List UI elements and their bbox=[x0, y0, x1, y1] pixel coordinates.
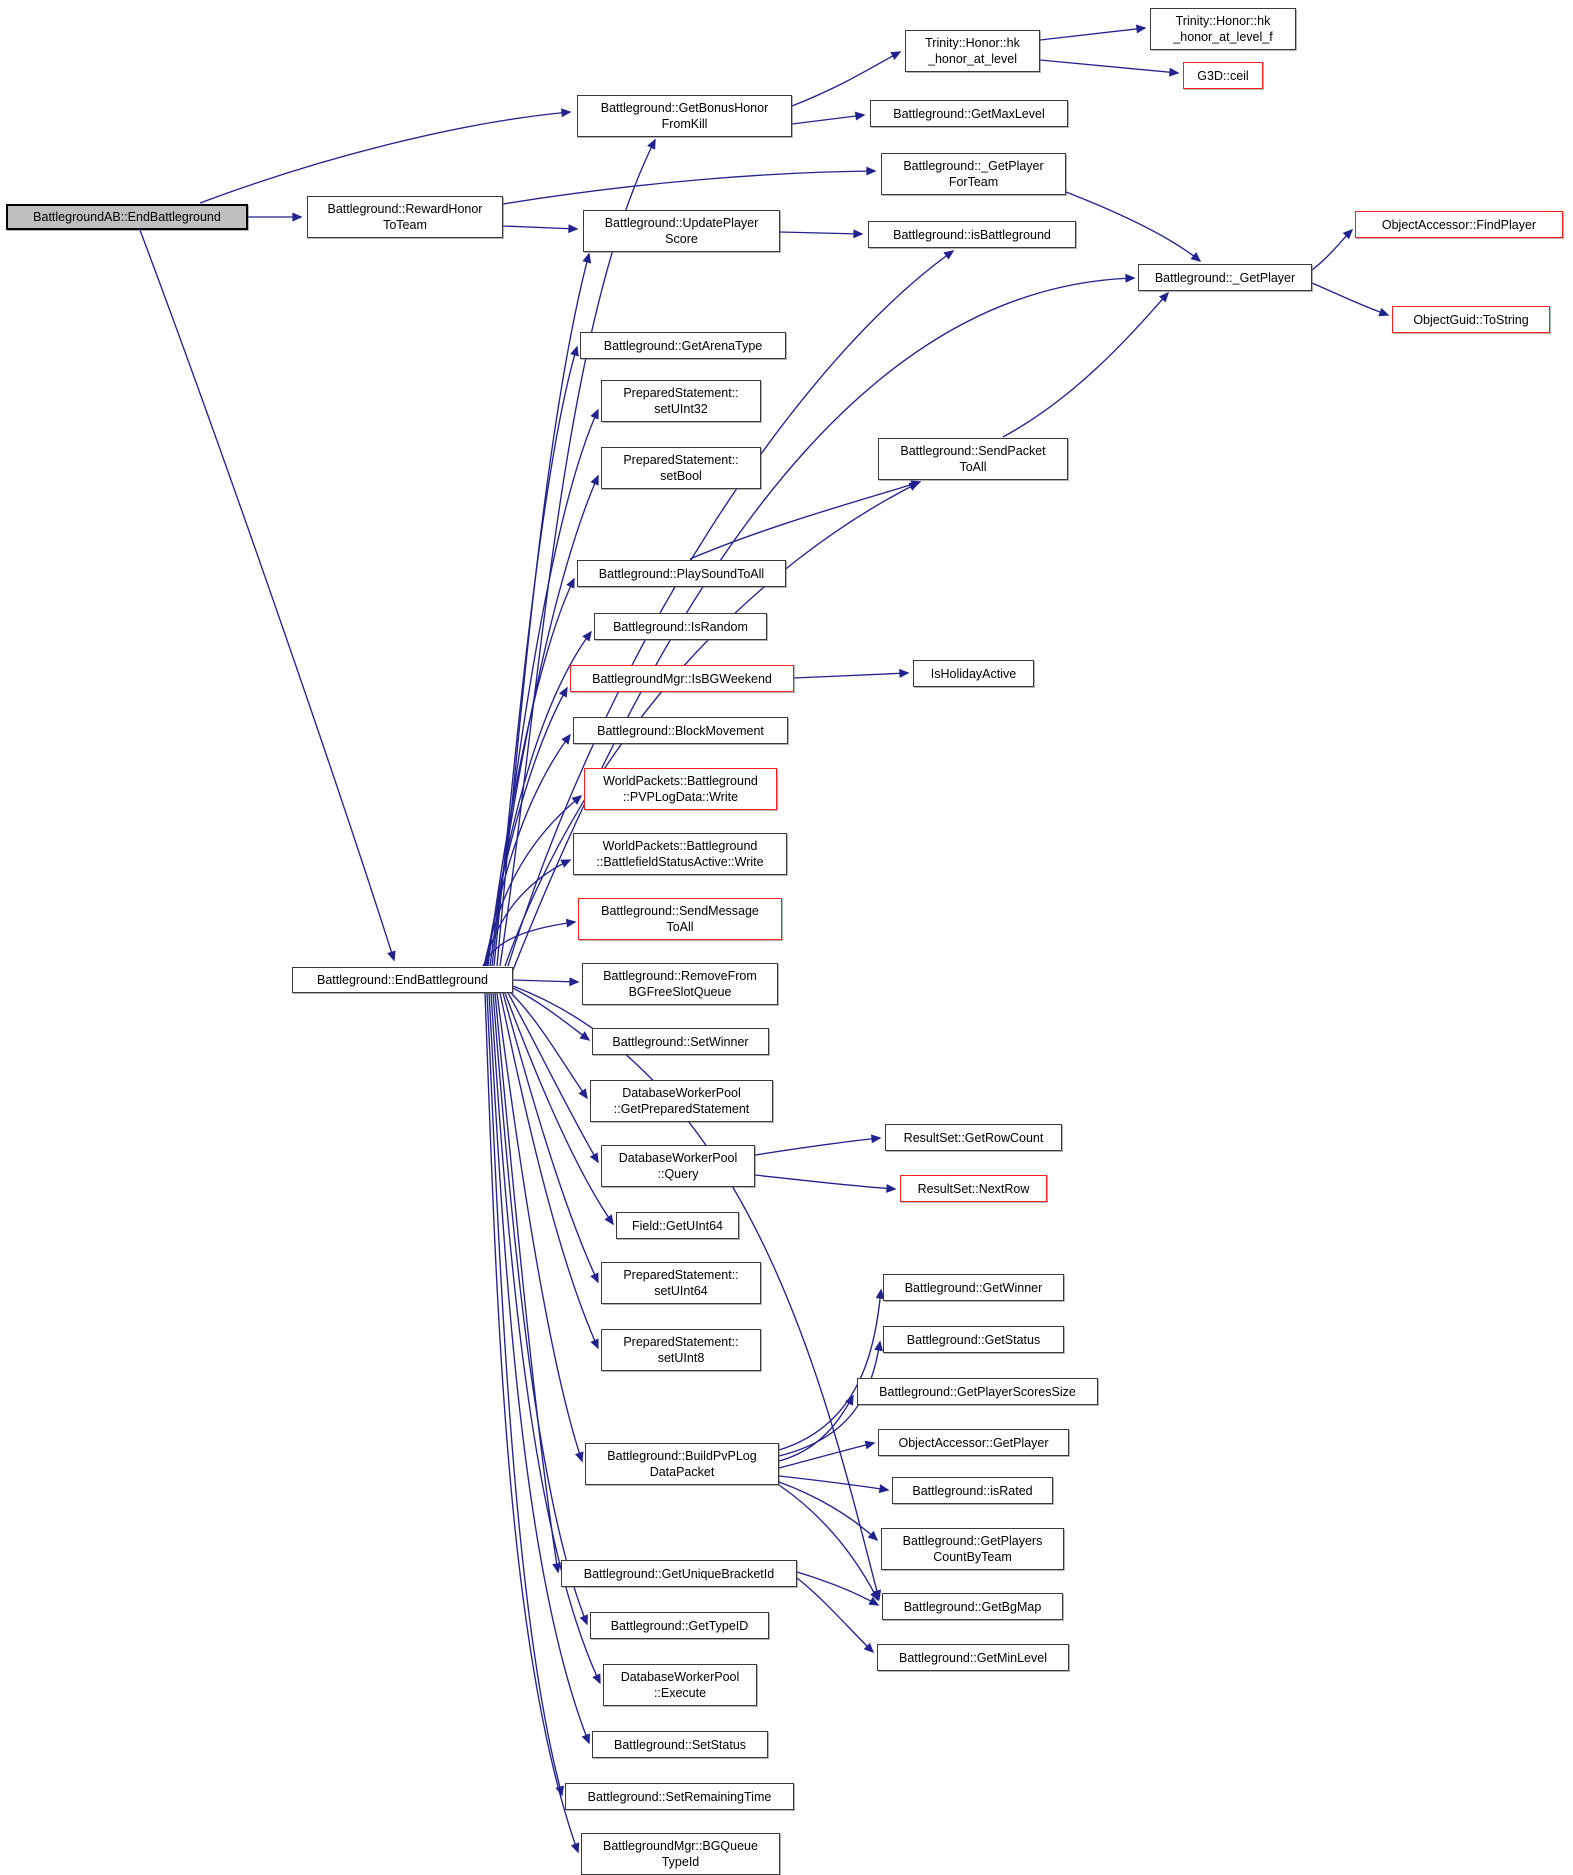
node-set_uint8[interactable] bbox=[601, 1329, 761, 1371]
node-get_player[interactable] bbox=[1138, 264, 1312, 291]
node-next_row[interactable] bbox=[900, 1175, 1047, 1202]
edge-end_bg-to-set_uint8 bbox=[500, 993, 598, 1348]
node-get_player-label-line-0: Battleground::_GetPlayer bbox=[1154, 270, 1296, 285]
edge-end_bg-to-query bbox=[508, 993, 598, 1162]
node-to_string-label-line-0: ObjectGuid::ToString bbox=[1413, 312, 1529, 327]
node-get_maxlevel[interactable] bbox=[870, 100, 1068, 127]
edge-update_score-to-is_battleground bbox=[780, 232, 862, 234]
node-remove_queue-label-line-0: Battleground::RemoveFrom bbox=[603, 969, 757, 983]
node-get_winner-label-line-0: Battleground::GetWinner bbox=[904, 1280, 1043, 1295]
node-get_uint64[interactable] bbox=[616, 1212, 739, 1239]
node-set_uint8-label-line-1: setUInt8 bbox=[657, 1351, 705, 1365]
node-set_uint32-label-line-0: PreparedStatement:: bbox=[623, 386, 739, 400]
node-is_random-label-line-0: Battleground::IsRandom bbox=[613, 619, 748, 634]
node-get_prepared-label-line-1: ::GetPreparedStatement bbox=[613, 1102, 750, 1116]
node-execute-label-line-1: ::Execute bbox=[653, 1686, 707, 1700]
node-get_maxlevel-label-line-0: Battleground::GetMaxLevel bbox=[893, 106, 1045, 121]
node-hk_honor-label-line-0: Trinity::Honor::hk bbox=[925, 36, 1020, 50]
node-set_uint8-label-line-0: PreparedStatement:: bbox=[623, 1335, 739, 1349]
edge-play_sound-to-send_packet bbox=[690, 482, 920, 559]
node-send_packet-label-line-1: ToAll bbox=[959, 460, 987, 474]
node-build_pvplog[interactable] bbox=[585, 1443, 779, 1485]
edge-is_bg_weekend-to-is_holiday bbox=[794, 673, 908, 678]
node-set_remaining[interactable] bbox=[565, 1783, 794, 1810]
node-update_score-label-line-1: Score bbox=[665, 232, 698, 246]
node-send_packet[interactable] bbox=[878, 438, 1068, 480]
node-hk_honor_f-label-line-0: Trinity::Honor::hk bbox=[1175, 14, 1271, 28]
node-query-label-line-0: DatabaseWorkerPool bbox=[618, 1151, 738, 1165]
edge-hk_honor-to-hk_honor_f bbox=[1040, 28, 1145, 40]
node-send_message-label-line-0: Battleground::SendMessage bbox=[601, 904, 759, 918]
node-bgqueue_typeid[interactable] bbox=[581, 1833, 780, 1875]
node-get_bgmap[interactable] bbox=[882, 1593, 1063, 1620]
node-is_rated-label-line-0: Battleground::isRated bbox=[912, 1483, 1033, 1498]
node-hk_honor_f-label-line-1: _honor_at_level_f bbox=[1173, 30, 1273, 44]
edge-hk_honor-to-g3d_ceil bbox=[1040, 60, 1178, 73]
node-ab_end-label-line-0: BattlegroundAB::EndBattleground bbox=[33, 210, 221, 224]
edge-end_bg-to-set_status bbox=[489, 993, 589, 1743]
node-get_arena-label-line-0: Battleground::GetArenaType bbox=[603, 338, 763, 353]
node-unique_bracket[interactable] bbox=[561, 1560, 797, 1587]
node-reward-label-line-0: Battleground::RewardHonor bbox=[327, 202, 483, 216]
node-getplayer_forteam-label-line-0: Battleground::_GetPlayer bbox=[903, 159, 1044, 173]
node-set_status[interactable] bbox=[592, 1731, 768, 1758]
node-end_bg[interactable] bbox=[292, 967, 513, 993]
node-get_scores_size-label-line-0: Battleground::GetPlayerScoresSize bbox=[879, 1384, 1076, 1399]
edge-send_packet-to-get_player bbox=[1003, 293, 1168, 437]
node-bgqueue_typeid-label-line-0: BattlegroundMgr::BGQueue bbox=[603, 1839, 758, 1853]
node-is_battleground-label-line-0: Battleground::isBattleground bbox=[893, 227, 1051, 242]
node-set_status-label-line-0: Battleground::SetStatus bbox=[613, 1737, 747, 1752]
node-query-label-line-1: ::Query bbox=[657, 1167, 699, 1181]
edge-end_bg-to-set_remaining bbox=[487, 993, 562, 1795]
node-players_count-label-line-1: CountByTeam bbox=[933, 1550, 1012, 1564]
node-players_count[interactable] bbox=[881, 1528, 1064, 1570]
node-get_bonus-label-line-0: Battleground::GetBonusHonor bbox=[600, 101, 769, 115]
node-is_holiday[interactable] bbox=[913, 660, 1034, 687]
node-get_winner[interactable] bbox=[883, 1274, 1064, 1301]
node-get_uint64-label-line-0: Field::GetUInt64 bbox=[631, 1218, 723, 1233]
edge-get_bonus-to-hk_honor bbox=[792, 52, 900, 106]
node-set_uint32[interactable] bbox=[601, 380, 761, 422]
node-is_battleground[interactable] bbox=[868, 221, 1076, 248]
node-build_pvplog-label-line-0: Battleground::BuildPvPLog bbox=[607, 1449, 757, 1463]
edge-reward-to-getplayer_forteam bbox=[503, 171, 875, 204]
edge-end_bg-to-get_typeid bbox=[493, 993, 587, 1624]
node-query[interactable] bbox=[601, 1145, 755, 1187]
edge-end_bg-to-set_winner bbox=[513, 988, 589, 1040]
node-remove_queue[interactable] bbox=[582, 963, 778, 1005]
node-bfstatus_write-label-line-1: ::BattlefieldStatusActive::Write bbox=[596, 855, 764, 869]
edge-end_bg-to-pvplog_write bbox=[484, 796, 581, 966]
node-get_minlevel-label-line-0: Battleground::GetMinLevel bbox=[898, 1650, 1047, 1665]
edge-end_bg-to-remove_queue bbox=[513, 980, 578, 982]
node-block_movement[interactable] bbox=[573, 717, 788, 744]
node-get_status[interactable] bbox=[883, 1326, 1064, 1353]
node-ab_end[interactable] bbox=[6, 204, 248, 230]
node-is_bg_weekend-label-line-0: BattlegroundMgr::IsBGWeekend bbox=[592, 671, 772, 686]
node-get_rowcount-label-line-0: ResultSet::GetRowCount bbox=[903, 1130, 1044, 1145]
node-set_uint64-label-line-0: PreparedStatement:: bbox=[623, 1268, 739, 1282]
node-get_rowcount[interactable] bbox=[885, 1124, 1062, 1151]
node-set_uint32-label-line-1: setUInt32 bbox=[654, 402, 708, 416]
node-update_score[interactable] bbox=[583, 210, 780, 252]
edge-get_player-to-to_string bbox=[1312, 283, 1388, 315]
node-hk_honor[interactable] bbox=[905, 30, 1040, 72]
node-oa_get_player[interactable] bbox=[878, 1429, 1069, 1456]
node-get_prepared-label-line-0: DatabaseWorkerPool bbox=[622, 1086, 741, 1100]
edge-unique_bracket-to-get_minlevel bbox=[797, 1578, 873, 1652]
node-set_bool-label-line-0: PreparedStatement:: bbox=[623, 453, 739, 467]
node-players_count-label-line-0: Battleground::GetPlayers bbox=[902, 1534, 1043, 1548]
node-update_score-label-line-0: Battleground::UpdatePlayer bbox=[604, 216, 759, 230]
node-end_bg-label-line-0: Battleground::EndBattleground bbox=[317, 973, 488, 987]
node-pvplog_write-label-line-1: ::PVPLogData::Write bbox=[622, 790, 739, 804]
node-set_winner[interactable] bbox=[592, 1028, 769, 1055]
edge-query-to-get_rowcount bbox=[755, 1138, 880, 1155]
edge-reward-to-update_score bbox=[503, 226, 577, 229]
node-get_bgmap-label-line-0: Battleground::GetBgMap bbox=[903, 1599, 1042, 1614]
node-is_rated[interactable] bbox=[892, 1477, 1053, 1504]
node-bfstatus_write[interactable] bbox=[573, 833, 787, 875]
node-set_uint64-label-line-1: setUInt64 bbox=[654, 1284, 708, 1298]
node-get_typeid-label-line-0: Battleground::GetTypeID bbox=[610, 1618, 749, 1633]
node-g3d_ceil[interactable] bbox=[1183, 62, 1263, 89]
node-get_prepared[interactable] bbox=[590, 1080, 773, 1122]
node-bgqueue_typeid-label-line-1: TypeId bbox=[661, 1855, 700, 1869]
node-get_minlevel[interactable] bbox=[877, 1644, 1069, 1671]
edge-get_bonus-to-get_maxlevel bbox=[792, 115, 864, 124]
node-find_player[interactable] bbox=[1355, 211, 1563, 238]
edge-ab_end-to-end_bg bbox=[140, 230, 394, 960]
node-get_arena[interactable] bbox=[580, 332, 786, 359]
node-play_sound-label-line-0: Battleground::PlaySoundToAll bbox=[598, 566, 765, 581]
edge-end_bg-to-unique_bracket bbox=[495, 993, 558, 1572]
node-unique_bracket-label-line-0: Battleground::GetUniqueBracketId bbox=[583, 1566, 775, 1581]
node-send_message-label-line-1: ToAll bbox=[666, 920, 694, 934]
node-execute-label-line-0: DatabaseWorkerPool bbox=[620, 1670, 740, 1684]
node-pvplog_write-label-line-0: WorldPackets::Battleground bbox=[603, 774, 758, 788]
node-is_random[interactable] bbox=[594, 613, 767, 640]
node-build_pvplog-label-line-1: DataPacket bbox=[649, 1465, 715, 1479]
node-reward[interactable] bbox=[307, 196, 503, 238]
node-bfstatus_write-label-line-0: WorldPackets::Battleground bbox=[602, 839, 758, 853]
node-get_typeid[interactable] bbox=[590, 1612, 769, 1639]
node-get_status-label-line-0: Battleground::GetStatus bbox=[906, 1332, 1041, 1347]
edge-end_bg-to-get_prepared bbox=[511, 993, 587, 1098]
edge-build_pvplog-to-players_count bbox=[779, 1482, 877, 1540]
node-to_string[interactable] bbox=[1392, 306, 1550, 333]
node-set_winner-label-line-0: Battleground::SetWinner bbox=[612, 1034, 749, 1049]
edge-getplayer_forteam-to-get_player bbox=[1066, 192, 1200, 261]
node-next_row-label-line-0: ResultSet::NextRow bbox=[917, 1181, 1030, 1196]
node-send_packet-label-line-0: Battleground::SendPacket bbox=[900, 444, 1046, 458]
edge-end_bg-to-build_pvplog bbox=[497, 993, 582, 1461]
node-send_message[interactable] bbox=[578, 898, 782, 940]
node-get_scores_size[interactable] bbox=[857, 1378, 1098, 1405]
node-find_player-label-line-0: ObjectAccessor::FindPlayer bbox=[1381, 217, 1537, 232]
node-hk_honor_f[interactable] bbox=[1150, 8, 1296, 50]
node-oa_get_player-label-line-0: ObjectAccessor::GetPlayer bbox=[898, 1435, 1049, 1450]
node-getplayer_forteam-label-line-1: ForTeam bbox=[948, 175, 999, 189]
edge-query-to-next_row bbox=[755, 1175, 895, 1189]
node-hk_honor-label-line-1: _honor_at_level bbox=[928, 52, 1017, 66]
node-get_bonus[interactable] bbox=[577, 95, 792, 137]
node-reward-label-line-1: ToTeam bbox=[383, 218, 427, 232]
node-set_uint64[interactable] bbox=[601, 1262, 761, 1304]
node-set_remaining-label-line-0: Battleground::SetRemainingTime bbox=[587, 1789, 772, 1804]
node-get_bonus-label-line-1: FromKill bbox=[661, 117, 708, 131]
node-g3d_ceil-label-line-0: G3D::ceil bbox=[1197, 68, 1249, 83]
node-block_movement-label-line-0: Battleground::BlockMovement bbox=[597, 723, 764, 738]
node-execute[interactable] bbox=[603, 1664, 757, 1706]
node-set_bool[interactable] bbox=[601, 447, 761, 489]
node-is_bg_weekend[interactable] bbox=[570, 665, 794, 692]
node-pvplog_write[interactable] bbox=[584, 768, 777, 810]
edge-get_player-to-find_player bbox=[1312, 230, 1352, 270]
node-play_sound[interactable] bbox=[577, 560, 786, 587]
node-is_holiday-label-line-0: IsHolidayActive bbox=[930, 666, 1017, 681]
node-remove_queue-label-line-1: BGFreeSlotQueue bbox=[628, 985, 732, 999]
node-getplayer_forteam[interactable] bbox=[881, 153, 1066, 195]
edge-ab_end-to-get_bonus bbox=[200, 112, 570, 203]
node-set_bool-label-line-1: setBool bbox=[660, 469, 702, 483]
